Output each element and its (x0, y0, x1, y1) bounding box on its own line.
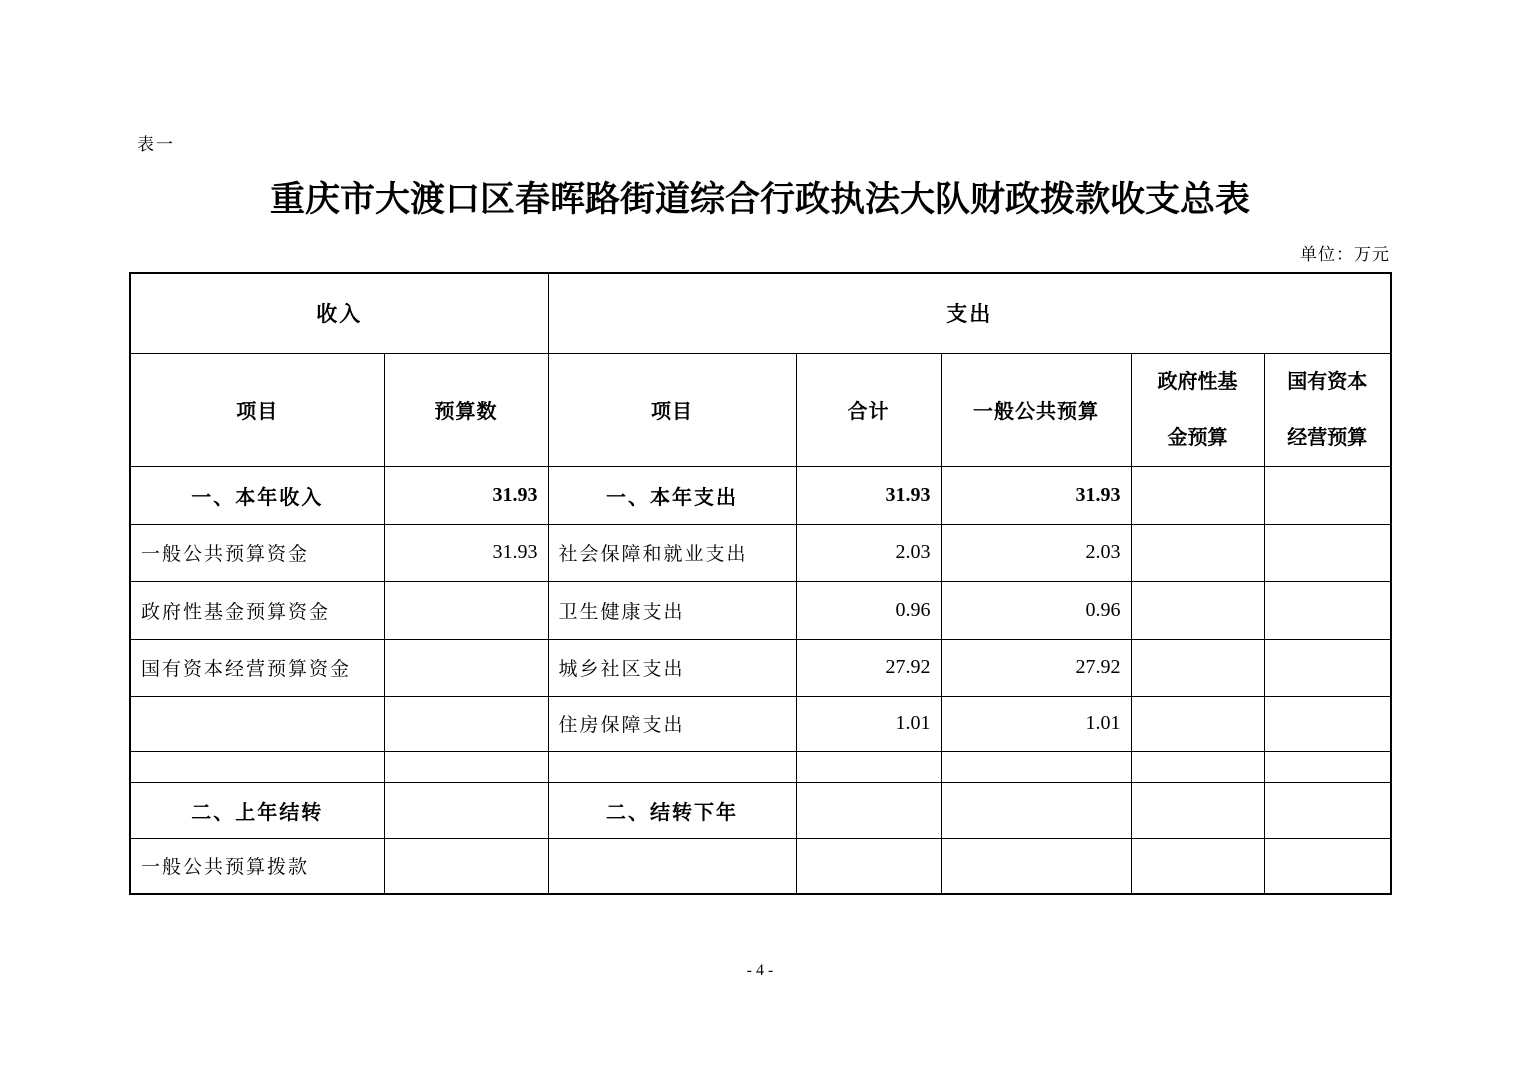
expense-govfund-cell (1131, 581, 1264, 639)
expense-govfund-cell (1131, 751, 1264, 782)
col-header-expense-statecap: 国有资本经营预算 (1264, 353, 1391, 466)
expense-total-cell (796, 782, 941, 838)
expense-govfund-cell (1131, 639, 1264, 696)
table-row (130, 751, 1391, 782)
income-item-cell (130, 696, 384, 751)
expense-govfund-cell (1131, 782, 1264, 838)
expense-total-cell: 27.92 (796, 639, 941, 696)
col-header-expense-total: 合计 (796, 353, 941, 466)
expense-total-cell: 2.03 (796, 524, 941, 581)
expense-general-cell: 27.92 (941, 639, 1131, 696)
expense-total-cell (796, 751, 941, 782)
expense-item-cell: 社会保障和就业支出 (548, 524, 796, 581)
table-row (130, 466, 1391, 524)
table-group-header-row (130, 273, 1391, 353)
expense-statecap-cell (1264, 581, 1391, 639)
page-title: 重庆市大渡口区春晖路街道综合行政执法大队财政拨款收支总表 (269, 180, 1250, 219)
income-item-cell: 政府性基金预算资金 (130, 581, 384, 639)
expense-govfund-cell (1131, 466, 1264, 524)
expense-item-cell: 一、本年支出 (548, 466, 796, 524)
expense-group-header: 支出 (548, 273, 1391, 353)
table-row (130, 782, 1391, 838)
col-header-expense-general: 一般公共预算 (941, 353, 1131, 466)
table-row (130, 696, 1391, 751)
expense-general-cell (941, 782, 1131, 838)
expense-govfund-cell (1131, 524, 1264, 581)
page-number: - 4 - (746, 962, 774, 979)
expense-item-cell (548, 751, 796, 782)
income-item-cell (130, 751, 384, 782)
income-value-cell (384, 751, 548, 782)
table-row (130, 524, 1391, 581)
expense-general-cell (941, 838, 1131, 894)
expense-general-cell (941, 751, 1131, 782)
income-value-cell: 31.93 (384, 466, 548, 524)
table-row (130, 581, 1391, 639)
expense-statecap-cell (1264, 838, 1391, 894)
expense-statecap-cell (1264, 696, 1391, 751)
expense-item-cell: 二、结转下年 (548, 782, 796, 838)
expense-general-cell: 2.03 (941, 524, 1131, 581)
col-header-expense-govfund: 政府性基金预算 (1131, 353, 1264, 466)
income-item-cell: 二、上年结转 (130, 782, 384, 838)
income-value-cell: 31.93 (384, 524, 548, 581)
expense-statecap-cell (1264, 466, 1391, 524)
income-value-cell (384, 581, 548, 639)
income-group-header: 收入 (130, 273, 548, 353)
expense-total-cell (796, 838, 941, 894)
expense-item-cell: 卫生健康支出 (548, 581, 796, 639)
expense-item-cell: 城乡社区支出 (548, 639, 796, 696)
table-column-header-row (130, 353, 1391, 466)
expense-total-cell: 0.96 (796, 581, 941, 639)
expense-govfund-cell (1131, 838, 1264, 894)
col-header-income-item: 项目 (130, 353, 384, 466)
expense-govfund-cell (1131, 696, 1264, 751)
expense-total-cell: 31.93 (796, 466, 941, 524)
budget-table (129, 272, 1392, 895)
expense-item-cell (548, 838, 796, 894)
expense-statecap-cell (1264, 524, 1391, 581)
income-item-cell: 国有资本经营预算资金 (130, 639, 384, 696)
income-value-cell (384, 696, 548, 751)
expense-general-cell: 0.96 (941, 581, 1131, 639)
table-label: 表一 (137, 135, 175, 154)
expense-total-cell: 1.01 (796, 696, 941, 751)
col-header-income-budget: 预算数 (384, 353, 548, 466)
table-row (130, 639, 1391, 696)
expense-item-cell: 住房保障支出 (548, 696, 796, 751)
income-item-cell: 一般公共预算资金 (130, 524, 384, 581)
expense-statecap-cell (1264, 751, 1391, 782)
col-header-expense-item: 项目 (548, 353, 796, 466)
income-value-cell (384, 838, 548, 894)
unit-note: 单位：万元 (1300, 245, 1390, 264)
income-value-cell (384, 782, 548, 838)
table-row (130, 838, 1391, 894)
expense-statecap-cell (1264, 639, 1391, 696)
expense-general-cell: 31.93 (941, 466, 1131, 524)
expense-statecap-cell (1264, 782, 1391, 838)
income-value-cell (384, 639, 548, 696)
income-item-cell: 一般公共预算拨款 (130, 838, 384, 894)
income-item-cell: 一、本年收入 (130, 466, 384, 524)
expense-general-cell: 1.01 (941, 696, 1131, 751)
